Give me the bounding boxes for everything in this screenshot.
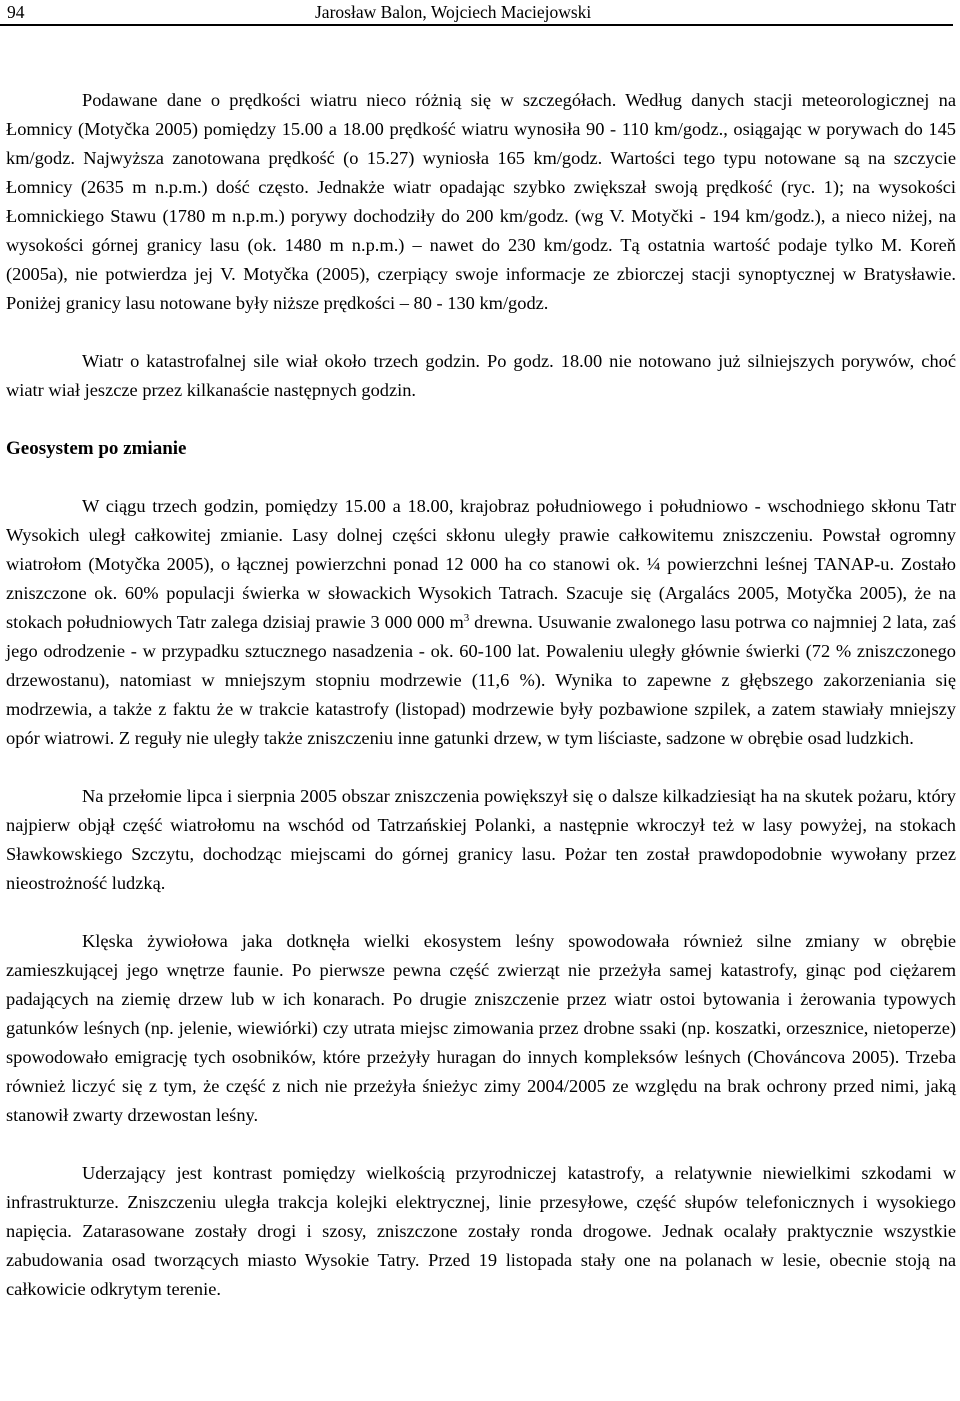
paragraph-landscape-change-text-1: W ciągu trzech godzin, pomiędzy 15.00 a 18.00, krajobraz południowego i południowo - wschodniego skłonu Tatr Wysokich uległ całkowitej zmianie. Lasy dolnej części skłonu uległy prawie całkowitemu zniszczeniu. Powstał ogromny wiatrołom (Motyčka 2005), o łącznej powierzchni ponad 12 000 ha co stanowi ok. ¼ powierzchni leśnej TANAP-u. Zostało zniszczone ok. 60% populacji świerka w słowackich Wysokich Tatrach. Szacuje się (Argalács 2005, Motyčka 2005), że na stokach południowych Tatr zalega dzisiaj prawie 3 000 000 m [6,496,956,632]
paragraph-fauna: Klęska żywiołowa jaka dotknęła wielki ekosystem leśny spowodowała również silne zmiany w obrębie zamieszkującej jego wnętrze faunie. Po pierwsze pewna część zwierząt nie przeżyła samej katastrofy, ginąc pod ciężarem padających na ziemię drzew lub w ich konarach. Po drugie zniszczenie przez wiatr ostoi bytowania i żerowania typowych gatunków leśnych (np. jelenie, wiewiórki) czy utrata miejsc zimowania przez drobne ssaki (np. koszatki, orzesznice, nietoperze) spowodowało emigrację tych osobników, które przeżyły huragan do innych kompleksów leśnych (Chováncova 2005). Trzeba również liczyć się z tym, że część z nich nie przeżyła śnieżyc zimy 2004/2005 ze względu na brak ochrony przed nimi, jaką stanowił zwarty drzewostan leśny. [6,931,956,1125]
paragraph-landscape-change-text-2: drewna. Usuwanie zwalonego lasu potrwa co najmniej 2 lata, zaś jego odrodzenie - w przypadku sztucznego nasadzenia - ok. 60-100 lat. Powaleniu uległy głównie świerki (72 % zniszczonego drzewostanu), natomiast w mniejszym stopniu modrzewie (11,6 %). Wynika to zapewne z głębszego zakorzeniania się modrzewia, a także z faktu że w trakcie katastrofy (listopad) modrzewie były pozbawione szpilek, a zatem stawiały mniejszy opór wiatrowi. Z reguły nie uległy także zniszczeniu inne gatunki drzew, w tym liściaste, sadzone w obrębie osad ludzkich. [6,612,956,748]
superscript-cubic: 3 [463,612,470,624]
paragraph-wind-speed: Podawane dane o prędkości wiatru nieco różnią się w szczegółach. Według danych stacji meteorologicznej na Łomnicy (Motyčka 2005) pomiędzy 15.00 a 18.00 prędkość wiatru wynosiła 90 - 110 km/godz., osiągając w porywach do 145 km/godz. Najwyższa zanotowana prędkość (o 15.27) wyniosła 165 km/godz. Wartości tego typu notowane są na szczycie Łomnicy (2635 m n.p.m.) dość często. Jednakże wiatr opadając szybko zwiększał swoją prędkość (ryc. 1); na wysokości Łomnickiego Stawu (1780 m n.p.m.) porywy dochodziły do 200 km/godz. (wg V. Motyčki - 194 km/godz.), a nieco niżej, na wysokości górnej granicy lasu (ok. 1480 m n.p.m.) – nawet do 230 km/godz. Tą ostatnia wartość podaje tylko M. Koreň (2005a), nie potwierdza jej V. Motyčka (2005), czerpiący swoje informacje ze zbiorczej stacji synoptycznej w Bratysławie. Poniżej granicy lasu notowane były niższe prędkości – 80 - 130 km/godz. [6,90,956,313]
paragraph-landscape-change [6,492,956,753]
paragraph-infrastructure: Uderzający jest kontrast pomiędzy wielkością przyrodniczej katastrofy, a relatywnie niewielkimi szkodami w infrastrukturze. Zniszczeniu uległa trakcja kolejki elektrycznej, linie przesyłowe, część słupów telefonicznych i wysokiego napięcia. Zatarasowane zostały drogi i szosy, zniszczone zostały ronda drogowe. Jednak ocalały praktycznie wszystkie zabudowania osad tworzących miasto Wysokie Tatry. Przed 19 listopada stały one na polanach w lesie, obecnie stoją na całkowicie odkrytym terenie. [6,1163,956,1299]
paragraph-fire: Na przełomie lipca i sierpnia 2005 obszar zniszczenia powiększył się o dalsze kilkadziesiąt ha na skutek pożaru, który najpierw objął część wiatrołomu na wschód od Tatrzańskiej Polanki, a następnie wkroczył też w lasy powyżej, na stokach Sławkowskiego Szczytu, dochodząc miejscami do górnej granicy lasu. Pożar ten został prawdopodobnie wywołany przez nieostrożność ludzką. [6,786,956,893]
paragraph-wind-duration: Wiatr o katastrofalnej sile wiał około trzech godzin. Po godz. 18.00 nie notowano już silniejszych porywów, choć wiatr wiał jeszcze przez kilkanaście następnych godzin. [6,351,956,400]
running-title: Jarosław Balon, Wojciech Maciejowski [315,2,592,22]
body-text [6,86,956,1304]
page-header [0,0,953,26]
section-heading: Geosystem po zmianie [6,438,187,459]
page-number: 94 [7,2,25,22]
